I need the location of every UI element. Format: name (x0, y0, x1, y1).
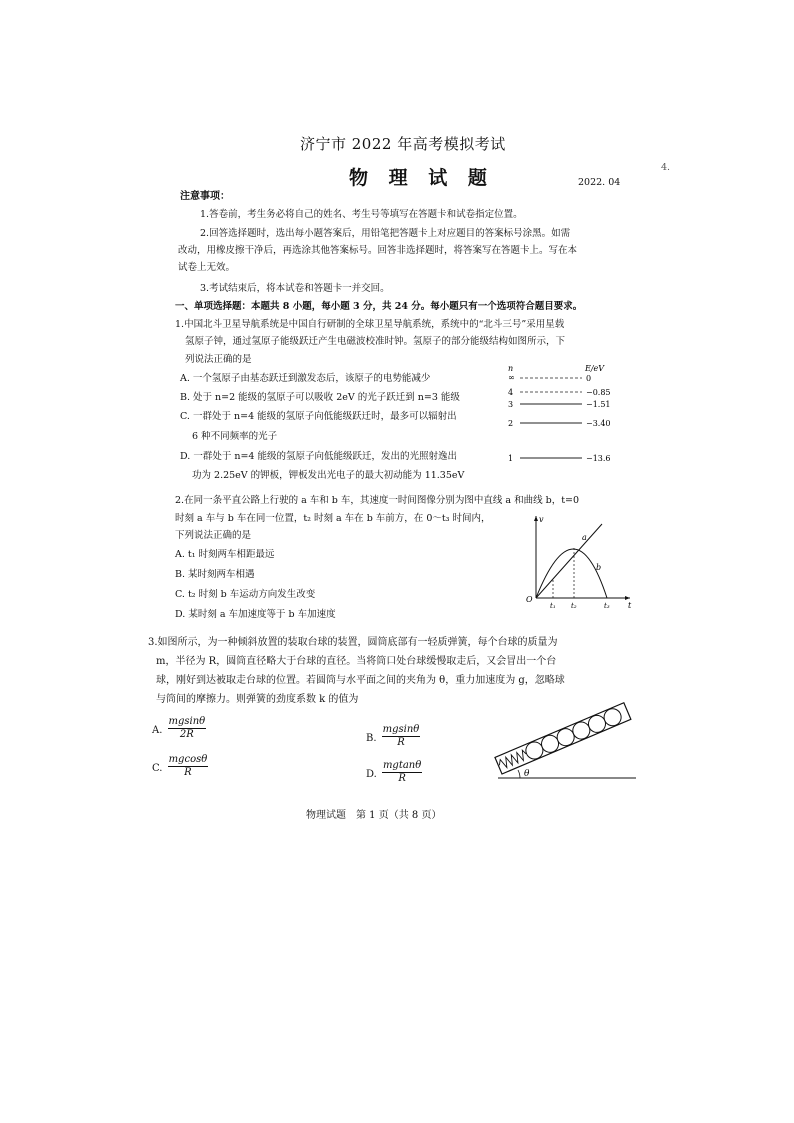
exam-title: 济宁市 2022 年高考模拟考试 (300, 135, 506, 153)
notes-item-2-line-2: 改动，用橡皮擦干净后，再选涂其他答案标号。回答非选择题时，将答案写在答题卡上。写在本 (178, 245, 578, 256)
graph-v-arrow (534, 516, 538, 521)
level-e-inf: 0 (586, 374, 592, 383)
q3-option-c-numerator: mgcosθ (168, 754, 208, 765)
q3-option-d-fraction (382, 760, 422, 785)
q2-stem-line-1: 2.在同一条平直公路上行驶的 a 车和 b 车，其速度一时间图像分别为图中直线 a 和曲线 b，t=0 (175, 495, 580, 506)
q3-option-b-denominator: R (397, 737, 405, 748)
q1-stem-line-3: 列说法正确的是 (185, 354, 252, 365)
inclined-tube-figure (494, 698, 640, 782)
graph-t-label: t (628, 601, 632, 610)
corner-mark: 4. (661, 162, 671, 173)
graph-a-label: a (582, 533, 587, 542)
section-1-heading: 一、单项选择题：本题共 8 小题，每小题 3 分，共 24 分。每小题只有一个选项符合题目要求。 (175, 301, 583, 312)
q2-option-c: C. t₂ 时刻 b 车运动方向发生改变 (175, 589, 316, 600)
notes-item-2-line-3: 试卷上无效。 (178, 262, 236, 273)
q3-stem-line-1: 3.如图所示，为一种倾斜放置的装取台球的装置，圆筒底部有一轻质弹簧，每个台球的质量为 (148, 637, 558, 648)
graph-b-label: b (596, 563, 602, 572)
angle-label: θ (524, 769, 530, 779)
q1-option-d-line-1: D. 一群处于 n=4 能级的氢原子向低能级跃迁，发出的光照射逸出 (180, 451, 457, 462)
q3-option-b-label: B. (366, 733, 377, 744)
q3-option-c (152, 754, 208, 779)
q3-option-a-numerator: mgsinθ (168, 716, 206, 727)
level-n-3: 3 (508, 400, 514, 409)
q3-option-d-denominator: R (398, 773, 406, 784)
graph-v-label: v (539, 515, 544, 524)
exam-date: 2022. 04 (578, 177, 621, 188)
level-n-4: 4 (508, 388, 514, 397)
q3-option-b (366, 724, 420, 749)
velocity-time-graph (520, 510, 635, 612)
diagram-e-label: E/eV (585, 364, 605, 373)
level-n-inf: ∞ (508, 373, 515, 382)
q3-option-a-label: A. (152, 725, 163, 736)
graph-t-arrow (625, 596, 630, 600)
angle-arc (518, 770, 520, 778)
graph-t1-label: t₁ (550, 602, 556, 610)
q3-option-b-numerator: mgsinθ (382, 724, 420, 735)
level-e-3: −1.51 (586, 400, 611, 409)
level-n-2: 2 (508, 419, 514, 428)
q3-option-c-fraction (168, 754, 209, 779)
q3-option-d-label: D. (366, 769, 377, 780)
q3-option-d (366, 760, 422, 785)
q3-option-c-denominator: R (184, 767, 192, 778)
q3-option-a-denominator: 2R (179, 729, 194, 740)
q3-option-a (152, 716, 206, 741)
q2-option-d: D. 某时刻 a 车加速度等于 b 车加速度 (175, 609, 336, 620)
notes-item-2-line-1: 2.回答选择题时，选出每小题答案后，用铅笔把答题卡上对应题目的答案标号涂黑。如需 (200, 228, 571, 239)
tube-group (495, 703, 631, 774)
level-n-1: 1 (508, 454, 514, 463)
q3-option-b-fraction (382, 724, 421, 749)
graph-line-a (536, 524, 602, 598)
q2-stem-line-2: 时刻 a 车与 b 车在同一位置，t₂ 时刻 a 车在 b 车前方，在 0～t₃ 时间内， (175, 513, 491, 524)
q3-stem-line-3: 球，刚好到达被取走台球的位置。若圆筒与水平面之间的夹角为 θ，重力加速度为 g，忽略球 (156, 675, 565, 686)
graph-curve-b (536, 549, 607, 598)
q1-stem-line-2: 氢原子钟，通过氢原子能级跃迁产生电磁波校准时钟。氢原子的部分能级结构如图所示，下 (185, 336, 566, 347)
page-footer: 物理试题 第 1 页（共 8 页） (306, 810, 442, 821)
q3-option-d-numerator: mgtanθ (382, 760, 422, 771)
notes-heading: 注意事项： (180, 191, 230, 202)
q1-stem-line-1: 1.中国北斗卫星导航系统是中国自行研制的全球卫星导航系统，系统中的“北斗三号”采用星载 (175, 319, 565, 330)
q1-option-c-line-2: 6 种不同频率的光子 (192, 431, 278, 442)
q2-option-b: B. 某时刻两车相遇 (175, 569, 255, 580)
energy-level-diagram (500, 362, 630, 474)
subject-title: 物 理 试 题 (349, 167, 494, 189)
q3-stem-line-4: 与筒间的摩擦力。则弹簧的劲度系数 k 的值为 (156, 694, 359, 705)
q1-option-a: A. 一个氢原子由基态跃迁到激发态后，该原子的电势能减少 (180, 373, 431, 384)
level-e-2: −3.40 (586, 419, 611, 428)
q1-option-c-line-1: C. 一群处于 n=4 能级的氢原子向低能级跃迁时，最多可以辐射出 (180, 411, 457, 422)
diagram-n-label: n (508, 364, 514, 373)
q1-option-b: B. 处于 n=2 能级的氢原子可以吸收 2eV 的光子跃迁到 n=3 能级 (180, 392, 460, 403)
q2-option-a: A. t₁ 时刻两车相距最远 (175, 549, 275, 560)
notes-item-1: 1.答卷前，考生务必将自己的姓名、考生号等填写在答题卡和试卷指定位置。 (200, 209, 523, 220)
level-e-1: −13.6 (586, 454, 611, 463)
q3-option-a-fraction (168, 716, 207, 741)
level-e-4: −0.85 (586, 388, 611, 397)
spring-icon (497, 749, 528, 770)
graph-t3-label: t₃ (604, 602, 610, 610)
q2-stem-line-3: 下列说法正确的是 (175, 530, 252, 541)
q1-option-d-line-2: 功为 2.25eV 的钾板，钾板发出光电子的最大初动能为 11.35eV (192, 470, 465, 481)
notes-item-3: 3.考试结束后，将本试卷和答题卡一并交回。 (200, 283, 390, 294)
graph-origin-label: O (526, 595, 533, 604)
q3-stem-line-2: m，半径为 R，圆筒直径略大于台球的直径。当将筒口处台球缓慢取走后，又会冒出一个台 (156, 656, 557, 667)
graph-t2-label: t₂ (571, 602, 577, 610)
q3-option-c-label: C. (152, 763, 163, 774)
